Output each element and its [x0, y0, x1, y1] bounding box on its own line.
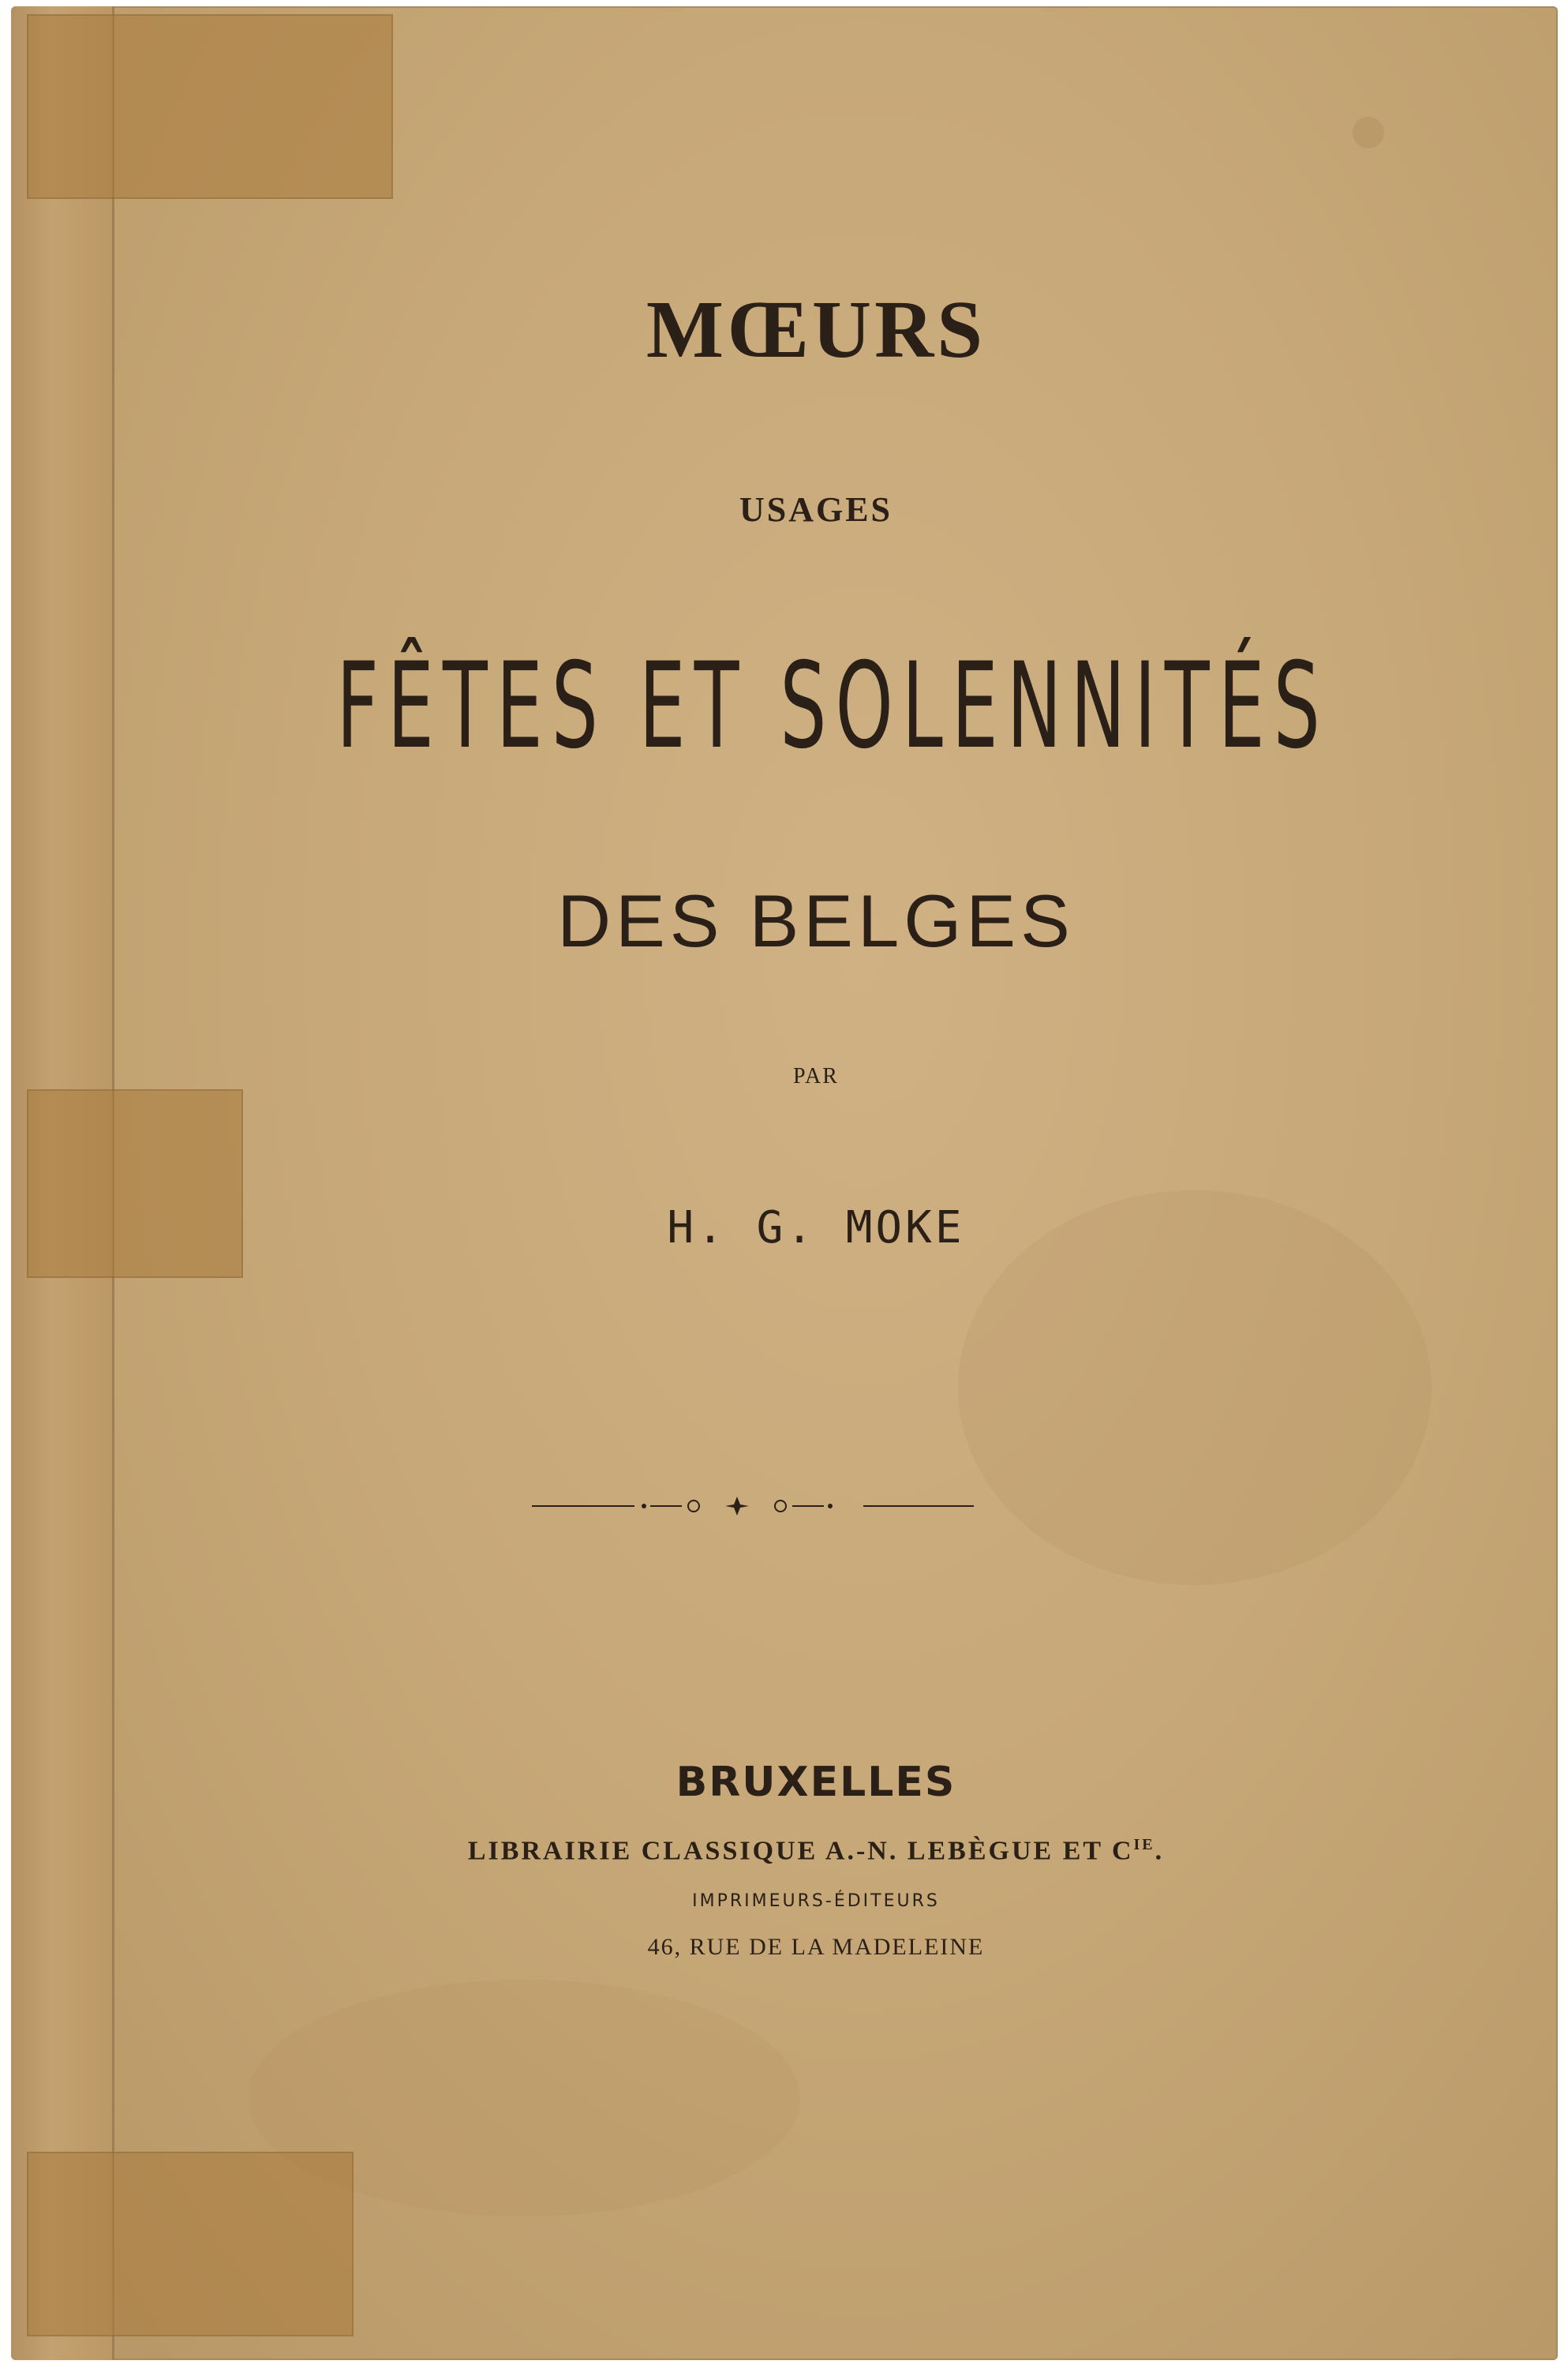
author-name: H. G. MOKE: [667, 1202, 965, 1253]
title-usages: USAGES: [739, 490, 893, 529]
paper-stain: [1353, 117, 1384, 148]
book-cover: [11, 6, 1558, 2360]
tape-top: [27, 14, 393, 199]
publisher-address: 46, RUE DE LA MADELEINE: [647, 1934, 985, 1960]
publisher-line: [43, 1836, 1558, 1866]
title-moeurs: MŒURS: [646, 284, 986, 375]
publisher-name: LIBRAIRIE CLASSIQUE A.-N. LEBÈGUE ET C: [467, 1836, 1134, 1866]
tape-bottom: [27, 2152, 354, 2336]
publisher-period: .: [1154, 1836, 1165, 1866]
publication-city: BRUXELLES: [675, 1759, 956, 1806]
title-belges: DES BELGES: [557, 879, 1075, 962]
printers-line: IMPRIMEURS-ÉDITEURS: [692, 1891, 940, 1911]
publisher-superscript: IE: [1133, 1836, 1155, 1853]
title-fetes: FÊTES ET SOLENNITÉS: [336, 638, 1329, 775]
ornament-divider: [532, 1490, 974, 1522]
paper-stain: [248, 1980, 800, 2216]
by-label: PAR: [793, 1064, 839, 1088]
